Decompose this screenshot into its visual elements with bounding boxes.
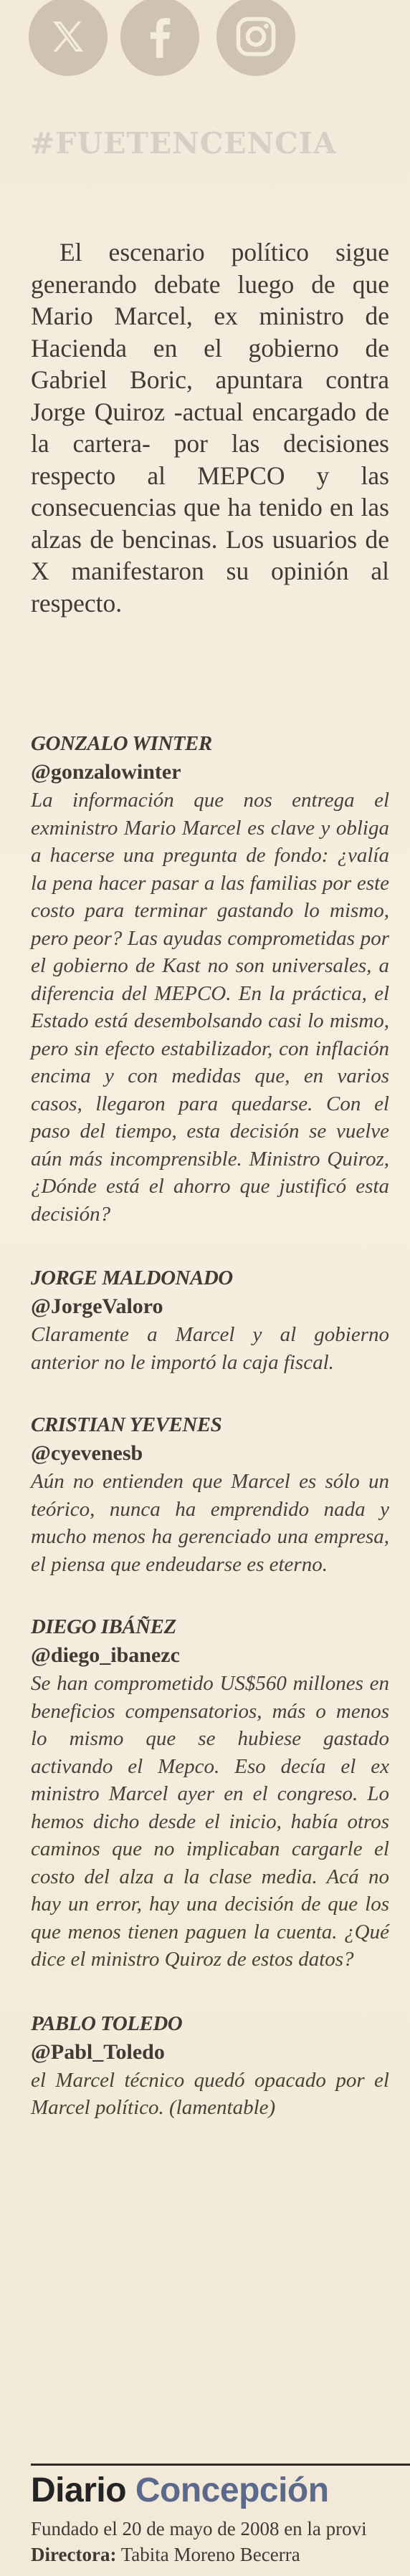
quote-author-handle[interactable]: @gonzalowinter xyxy=(31,760,181,784)
newspaper-masthead xyxy=(31,2470,329,2512)
founded-line: Fundado el 20 de mayo de 2008 en la provi xyxy=(31,2518,367,2539)
footer-divider xyxy=(31,2464,410,2466)
quote-text: Se han comprometido US$560 millones en beneficios compensatorios, más o menos lo mismo que se hubiese gastado activando el Mepco. Eso decía el ex ministro Marcel ayer en el congreso. Lo hemos dicho desde el inicio, había otros caminos que no implicaban cargarle el costo del alza a la clase media. Acá no hay un error, hay una decisión de que los que menos tienen paguen la cuenta. ¿Qué dice el ministro Quiroz de estos datos? xyxy=(31,1672,389,1971)
quote-author-name: GONZALO WINTER xyxy=(31,732,212,755)
quote-author-name: CRISTIAN YEVENES xyxy=(31,1413,222,1436)
quotes-list xyxy=(31,729,389,2122)
quote-item xyxy=(31,1410,389,1578)
instagram-icon[interactable] xyxy=(216,0,295,76)
quote-text: Aún no entienden que Marcel es sólo un teórico, nunca ha emprendido nada y mucho menos ha gerenciado una empresa, el piensa que endeudarse es eterno. xyxy=(31,1470,389,1576)
quote-text: Claramente a Marcel y al gobierno anterior no le importó la caja fiscal. xyxy=(31,1323,389,1374)
masthead-word-diario: Diario xyxy=(31,2471,127,2509)
quote-author-handle[interactable]: @cyevenesb xyxy=(31,1441,143,1465)
quote-item xyxy=(31,1613,389,1974)
masthead-word-concepcion: Concepción xyxy=(135,2471,329,2509)
quote-author-name: JORGE MALDONADO xyxy=(31,1267,233,1289)
quote-author-handle[interactable]: @diego_ibanezc xyxy=(31,1643,180,1667)
intro-paragraph: El escenario político sigue generando debate luego de que Mario Marcel, ex ministro de Hacienda en el gobierno de Gabriel Boric, apuntara contra Jorge Quiroz -actual encargado de la cartera- por las decisiones respecto al MEPCO y las consecuencias que ha tenido en las alzas de bencinas. Los usuarios de X manifestaron su opinión al respecto. xyxy=(31,238,389,617)
quote-item xyxy=(31,1264,389,1376)
hashtag-heading: #FUETENCENCIA xyxy=(30,126,337,160)
quote-text: el Marcel técnico quedó opacado por el Marcel político. (lamentable) xyxy=(31,2068,389,2119)
quote-author-name: DIEGO IBÁÑEZ xyxy=(31,1615,176,1638)
facebook-icon[interactable] xyxy=(120,0,199,76)
director-name: Tabita Moreno Becerra xyxy=(120,2544,300,2565)
quote-author-name: PABLO TOLEDO xyxy=(31,2012,183,2035)
quote-author-handle[interactable]: @JorgeValoro xyxy=(31,1294,163,1318)
quote-item xyxy=(31,729,389,1228)
x-icon[interactable] xyxy=(29,0,108,76)
social-icons-row xyxy=(29,0,308,99)
quote-text: La información que nos entrega el exministro Mario Marcel es clave y obliga a hacerse una pregunta de fondo: ¿valía la pena hacer pasar a las familias por este costo para terminar gastando lo mismo, pero peor? Las ayudas comprometidas por el gobierno de Kast no son universales, a diferencia del MEPCO. En la práctica, el Estado está desembolsando casi lo mismo, pero sin efecto estabilizador, con inflación encima y con medidas que, en varios casos, llegaron para quedarse. Con el paso del tiempo, esta decisión se vuelve aún más incomprensible. Ministro Quiroz, ¿Dónde está el ahorro que justificó esta decisión? xyxy=(31,789,389,1226)
quote-item xyxy=(31,2009,389,2122)
director-label: Directora: xyxy=(31,2544,117,2565)
quote-author-handle[interactable]: @Pabl_Toledo xyxy=(31,2039,165,2064)
director-line xyxy=(31,2542,300,2567)
